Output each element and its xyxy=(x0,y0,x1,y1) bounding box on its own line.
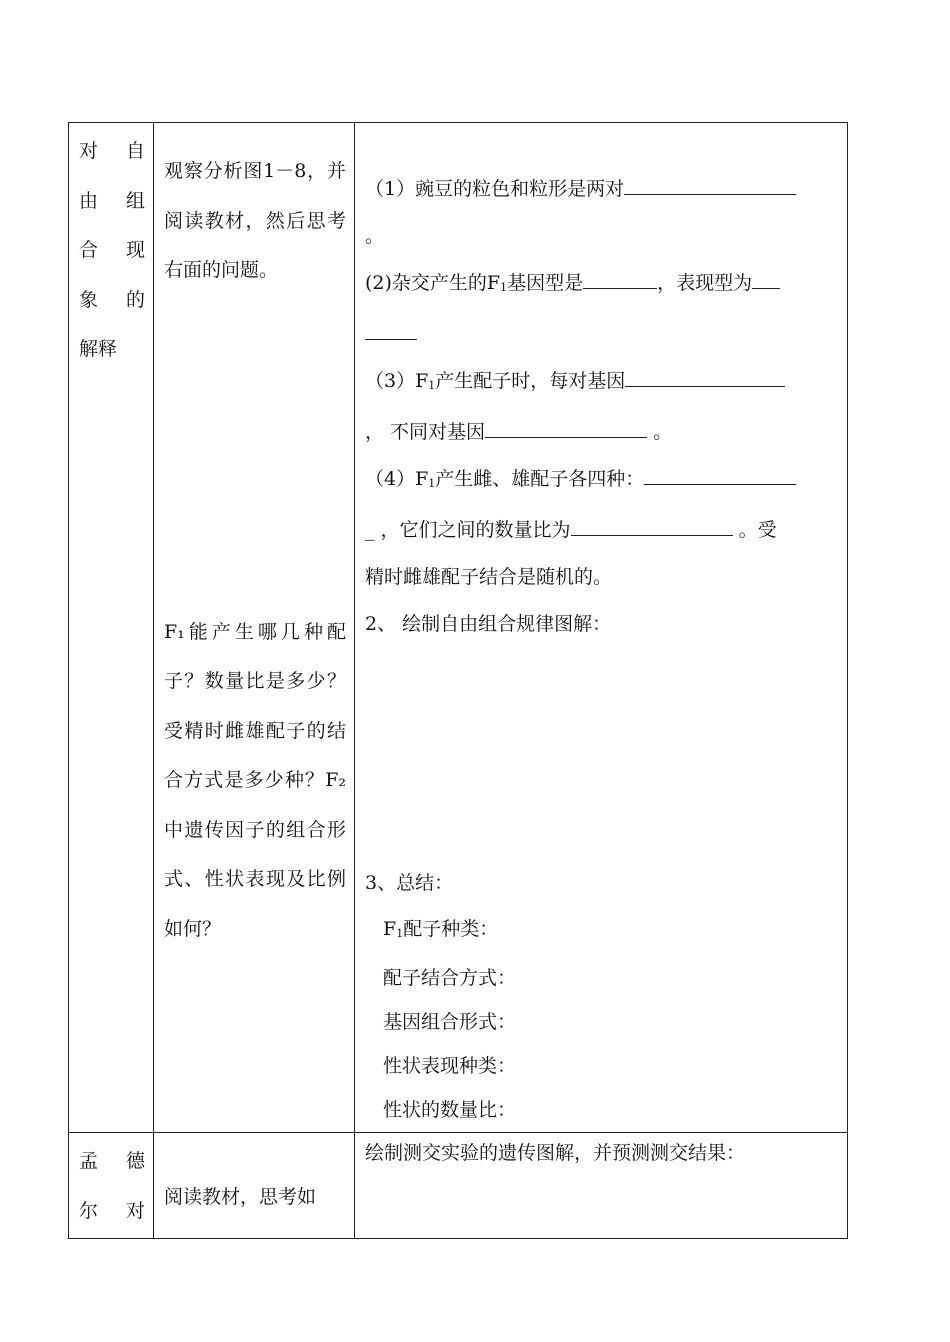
section-3-heading: 3、总结： xyxy=(365,872,454,894)
prompt-cell xyxy=(154,1133,355,1239)
answer-blank[interactable] xyxy=(752,269,780,289)
answer-blank[interactable] xyxy=(583,269,657,289)
summary-item: 配子结合方式： xyxy=(383,967,517,989)
topic-char: 现 xyxy=(125,239,145,261)
answer-blank[interactable] xyxy=(485,418,647,438)
question-3: $(3)F_1$产生配子时，每对基因 ， 不同对基因 。 xyxy=(355,358,847,456)
section-2-heading: 2、 绘制自由组合规律图解： xyxy=(365,613,612,635)
prompt-cell xyxy=(154,123,355,1133)
topic-label xyxy=(69,123,153,375)
question-4: $(4)F_1$产生雌、雄配子各四种： _ ，它们之间的数量比为 。受 精时雌雄配子结合是随机的。 xyxy=(355,456,847,601)
topic-char: 尔 xyxy=(79,1199,99,1222)
answer-blank[interactable] xyxy=(624,175,796,195)
answer-cell xyxy=(355,1133,848,1239)
topic-char: 解释 xyxy=(79,338,118,360)
summary-item: 性状的数量比： xyxy=(383,1099,517,1121)
prompt-observe: 观察分析图1－8，并阅读教材，然后思考右面的问题。 xyxy=(164,160,346,281)
testcross-task: 绘制测交实验的遗传图解，并预测测交结果： xyxy=(365,1142,746,1164)
topic-char: 对 xyxy=(79,140,99,162)
topic-char: 对 xyxy=(125,1199,145,1222)
lesson-table xyxy=(68,122,848,1239)
question-2: (2)杂交产生的$F_1$基因型是 ，表现型为 xyxy=(355,260,847,358)
table-row xyxy=(69,1133,848,1239)
summary-section xyxy=(355,860,847,1132)
topic-char: 由 xyxy=(79,189,99,212)
topic-cell xyxy=(69,1133,154,1239)
topic-char: 德 xyxy=(125,1150,145,1172)
answer-blank[interactable] xyxy=(625,367,785,387)
answer-cell xyxy=(355,123,848,1133)
topic-char: 合 xyxy=(79,239,99,261)
summary-item: 基因组合形式： xyxy=(383,1011,517,1033)
answer-blank[interactable] xyxy=(644,465,796,485)
summary-item: 性状表现种类： xyxy=(383,1055,517,1077)
topic-char: 的 xyxy=(125,288,145,311)
topic-char: 组 xyxy=(125,189,145,212)
summary-item: $F_1$配子种类： xyxy=(383,918,499,940)
topic-char: 自 xyxy=(125,140,145,162)
table-row xyxy=(69,123,848,1133)
topic-char: 象 xyxy=(79,288,99,311)
answer-blank[interactable] xyxy=(571,516,733,536)
prompt-questions: F₁能产生哪几种配子？数量比是多少？受精时雌雄配子的结合方式是多少种？F₂中遗传因子的组合形式、性状表现及比例如何？ xyxy=(164,620,346,940)
prompt-read: 阅读教材，思考如 xyxy=(164,1186,317,1208)
answer-blank[interactable] xyxy=(365,320,417,340)
topic-char: 孟 xyxy=(79,1150,99,1172)
question-1: （1）豌豆的粒色和粒形是两对 。 xyxy=(355,123,847,260)
topic-label xyxy=(69,1133,153,1236)
topic-cell xyxy=(69,123,154,1133)
